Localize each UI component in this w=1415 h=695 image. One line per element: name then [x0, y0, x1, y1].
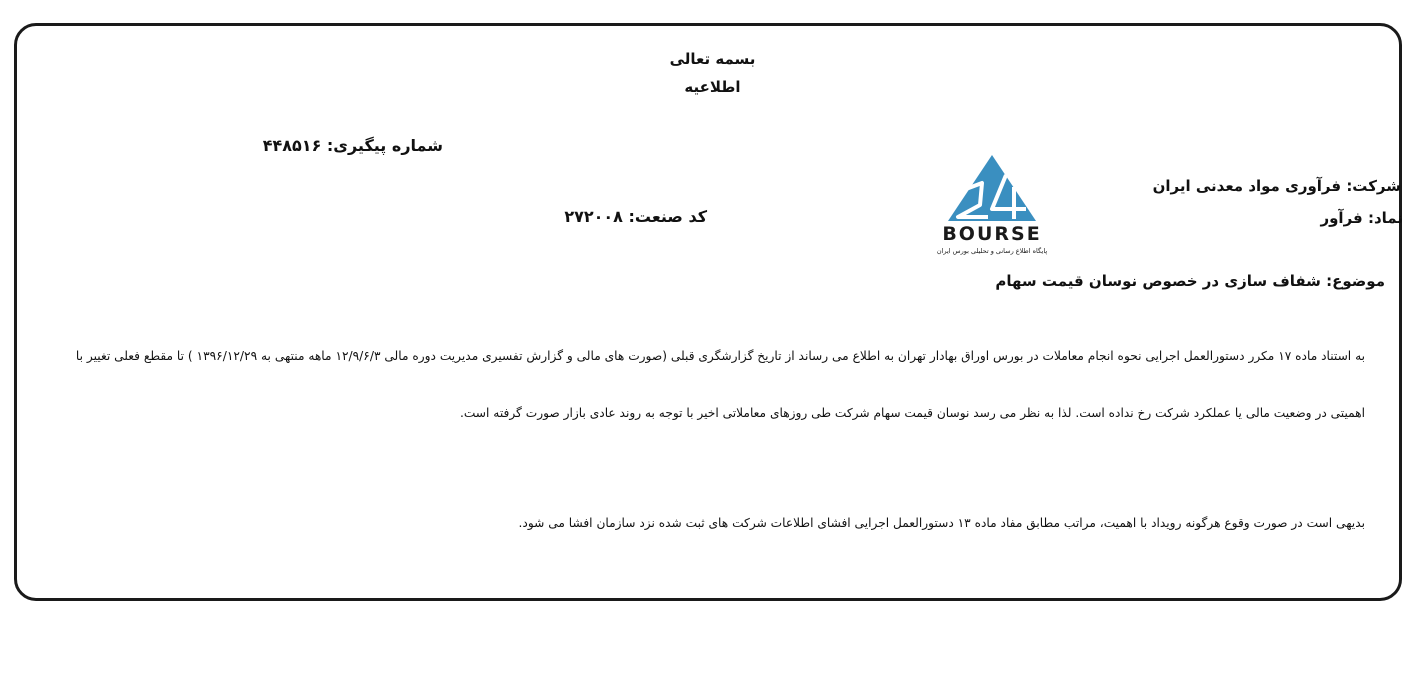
- industry-label: کد صنعت:: [628, 207, 707, 226]
- company-name: [1153, 177, 1401, 195]
- body-paragraph-line-1: به استناد ماده ۱۷ مکرر دستورالعمل اجرایی نحوه انجام معاملات در بورس اوراق بهادار تهران به اطلاع می رساند از تاریخ گزارشگری قبلی (صورت های مالی و گزارش تفسیری مدیریت دوره مالی ۱۲/۹/۶/۳ ماهه منتهی به ۱۳۹۶/۱۲/۲۹ ) تا مقطع فعلی تغییر با: [75, 349, 1365, 363]
- subject-line: [995, 272, 1385, 290]
- ticker-symbol: [1320, 209, 1403, 227]
- logo-triangle: [948, 155, 1036, 221]
- bourse-logo: [922, 153, 1062, 257]
- industry-value: ۲۷۲۰۰۸: [564, 207, 623, 226]
- company-value: فرآوری مواد معدنی ایران: [1152, 177, 1342, 195]
- symbol-value: فرآور: [1320, 209, 1363, 227]
- industry-code: [564, 207, 707, 226]
- symbol-label: نماد:: [1367, 209, 1403, 227]
- logo-tagline: پایگاه اطلاع رسانی و تحلیلی بورس ایران: [936, 247, 1048, 255]
- tracking-number-value: ۴۴۸۵۱۶: [262, 136, 322, 155]
- tracking-number-label: شماره پیگیری:: [326, 136, 443, 155]
- subject-value: شفاف سازی در خصوص نوسان قیمت سهام: [995, 272, 1321, 290]
- body-paragraph-line-3: بدیهی است در صورت وقوع هرگونه رویداد با اهمیت، مراتب مطابق مفاد ماده ۱۳ دستورالعمل اجرایی افشای اطلاعات شرکت های ثبت شده نزد سازمان افشا می شود.: [518, 516, 1365, 530]
- invocation-heading: بسمه تعالی: [669, 50, 756, 68]
- company-label: شرکت:: [1346, 177, 1401, 195]
- document-frame: [14, 23, 1402, 601]
- body-paragraph-line-2: اهمیتی در وضعیت مالی یا عملکرد شرکت رخ نداده است. لذا به نظر می رسد نوسان قیمت سهام شرکت طی روزهای معاملاتی اخیر با توجه به روند عادی بازار صورت گرفته است.: [459, 406, 1365, 420]
- announcement-title: اطلاعیه: [684, 78, 741, 96]
- subject-label: موضوع:: [1326, 272, 1385, 290]
- logo-word: BOURSE: [942, 223, 1042, 245]
- tracking-number: [263, 136, 443, 155]
